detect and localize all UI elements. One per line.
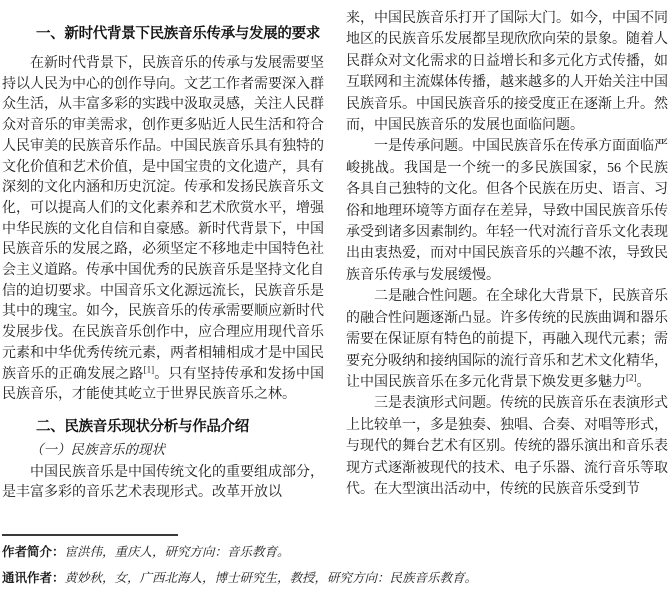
paragraph-text: 。 — [636, 374, 651, 390]
corresponding-author-label: 通讯作者： — [2, 571, 65, 585]
footnote-divider — [2, 534, 178, 536]
paragraph-text: 在新时代背景下，民族音乐的传承与发展需要坚持以人民为中心的创作导向。文艺工作者需要深入群众生活，从丰富多彩的实践中汲取灵感，关注人民群众对音乐的审美需求，创作更多贴近人民生活和符合人民审美的民族音乐作品。中国民族音乐具有独特的文化价值和艺术价值，是中国宝贵的文化遗产，具有深刻的文化内涵和历史沉淀。传承和发扬民族音乐文化，可以提高人们的文化素养和艺术欣赏水平，增强中华民族的文化自信和自豪感。新时代背景下，中国民族音乐的发展之路，必须坚定不移地走中国特色社会主义道路。传承中国优秀的民族音乐是坚持文化自信的迫切要求。中国音乐文化源远流长，民族音乐是其中的瑰宝。如今，民族音乐的传承需要顺应新时代发展步伐。在民族音乐创作中，应合理应用现代音乐元素和中华优秀传统元素，两者相辅相成才是中国民族音乐的正确发展之路 — [2, 56, 324, 382]
section2-heading: 二、民族音乐现状分析与作品介绍 — [36, 418, 249, 435]
corresponding-author-line — [2, 569, 664, 587]
paragraph-text: 。只有坚持传承和发扬中国民族音乐，才能使其屹立于世界民族音乐之林。 — [2, 366, 325, 403]
right-column — [346, 8, 668, 500]
author-bio-text: 宦洪伟，重庆人，研究方向：音乐教育。 — [64, 545, 290, 559]
left-column — [2, 8, 324, 504]
issue3-paragraph: 三是表演形式问题。传统的民族音乐在表演形式上比较单一，多是独奏、独唱、合奏、对唱等形式，与现代的舞台艺术有区别。传统的器乐演出和音乐表现方式逐渐被现代的技术、电子乐器、流行音乐等取代。在大型演出活动中，传统的民族音乐受到节 — [346, 396, 668, 497]
issue1-paragraph: 一是传承问题。中国民族音乐在传承方面面临严峻挑战。我国是一个统一的多民族国家，56 个民族各具自己独特的文化。但各个民族在历史、语言、习俗和地理环境等方面存在差异，导致中国民族音乐传承受到诸多因素制约。年轻一代对流行音乐文化表现出由衷热爱，而对中国民族音乐的兴趣不浓，导致民族音乐传承与发展缓慢。 — [346, 139, 668, 283]
author-bio-line — [2, 543, 664, 561]
subsection1-heading: （一）民族音乐的现状 — [30, 441, 165, 457]
citation-ref-1: [1] — [143, 363, 155, 374]
footnote-block — [2, 534, 664, 587]
status-paragraph-left-part: 中国民族音乐是中国传统文化的重要组成部分，是丰富多彩的音乐艺术表现形式。改革开放以 — [2, 464, 324, 501]
section1-paragraph — [2, 54, 324, 406]
citation-ref-2: [2] — [626, 372, 637, 383]
corresponding-author-text: 黄妙秋，女，广西北海人，博士研究生，教授，研究方向：民族音乐教育。 — [64, 571, 478, 585]
status-paragraph-right-part: 来，中国民族音乐打开了国际大门。如今，中国不同地区的民族音乐发展都呈现欣欣向荣的景象。随着人民群众对文化需求的日益增长和多元化方式传播，如互联网和主流媒体传播，越来越多的人开始关注中国民族音乐。中国民族音乐的接受度正在逐渐上升。然而，中国民族音乐的发展也面临问题。 — [346, 11, 668, 134]
issue2-paragraph — [346, 286, 668, 393]
author-bio-label: 作者简介： — [2, 545, 65, 559]
section1-heading: 一、新时代背景下民族音乐传承与发展的要求 — [36, 26, 320, 42]
paragraph-text: 二是融合性问题。在全球化大背景下，民族音乐的融合性问题逐渐凸显。许多传统的民族曲调和器乐需要在保证原有特色的前提下，再融入现代元素；需要充分吸纳和接纳国际的流行音乐和艺术文化精华，让中国民族音乐在多元化背景下焕发更多魅力 — [346, 289, 668, 390]
